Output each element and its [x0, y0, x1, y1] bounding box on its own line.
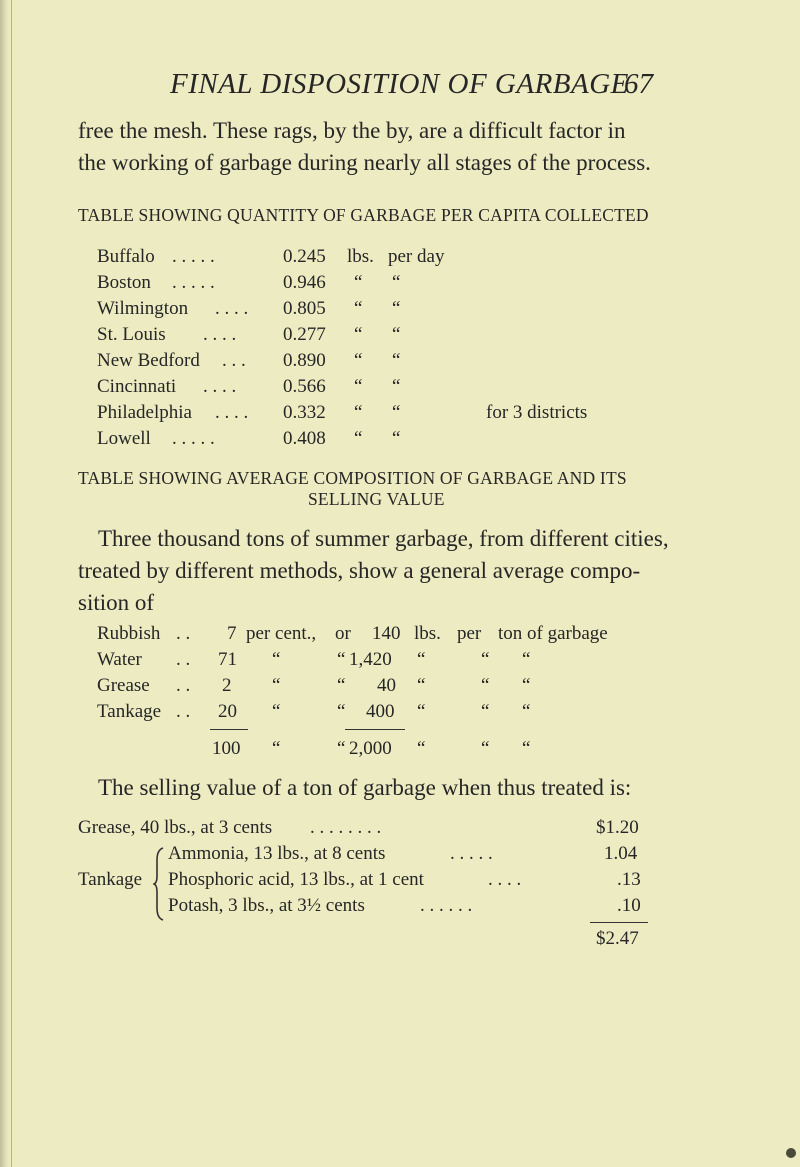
percent-total: 100	[212, 738, 241, 759]
intro-line-1: free the mesh. These rags, by the by, are a difficult factor in	[78, 118, 626, 143]
pounds-unit: “	[417, 701, 426, 722]
per-label: “	[481, 649, 490, 670]
quantity-value: 0.946	[283, 272, 326, 293]
city-name: Boston	[97, 272, 151, 293]
period: “	[392, 350, 401, 371]
pounds-unit: “	[417, 675, 426, 696]
unit: “	[354, 298, 363, 319]
percent-unit: “	[272, 701, 281, 722]
or-label: “	[337, 675, 346, 696]
percent-value: 2	[222, 675, 232, 696]
intro-line-2: the working of garbage during nearly all stages of the process.	[78, 150, 651, 175]
pounds-unit: “	[417, 738, 426, 759]
leader-dots: . . . .	[203, 376, 237, 397]
pounds-value: 1,420	[349, 649, 392, 670]
per-label: “	[481, 738, 490, 759]
table2-intro-line-3: sition of	[78, 590, 155, 615]
or-label: “	[337, 738, 346, 759]
quantity-value: 0.805	[283, 298, 326, 319]
unit: “	[354, 324, 363, 345]
quantity-value: 0.408	[283, 428, 326, 449]
percent-value: 20	[218, 701, 237, 722]
leader-dots: . .	[176, 675, 191, 696]
ton-label: “	[522, 675, 531, 696]
quantity-value: 0.277	[283, 324, 326, 345]
pounds-sum-rule	[345, 729, 405, 730]
component-name: Rubbish	[97, 623, 161, 644]
city-name: St. Louis	[97, 324, 166, 345]
component-name: Grease	[97, 675, 150, 696]
city-name: Buffalo	[97, 246, 155, 267]
table1-title: TABLE SHOWING QUANTITY OF GARBAGE PER CAPITA COLLECTED	[78, 205, 649, 225]
per-label: “	[481, 701, 490, 722]
period: per day	[388, 246, 445, 267]
unit: “	[354, 350, 363, 371]
value-amount: .13	[617, 869, 641, 890]
period: “	[392, 376, 401, 397]
pounds-value: 400	[366, 701, 395, 722]
tankage-label: Tankage	[78, 869, 143, 890]
value-total: $2.47	[596, 928, 639, 949]
or-label: “	[337, 701, 346, 722]
ton-label: ton of garbage	[498, 623, 608, 644]
quantity-value: 0.566	[283, 376, 326, 397]
pounds-unit: “	[417, 649, 426, 670]
leader-dots: . .	[176, 649, 191, 670]
city-name: Lowell	[97, 428, 151, 449]
ton-label: “	[522, 701, 531, 722]
leader-dots: . .	[176, 623, 191, 644]
selling-value-intro: The selling value of a ton of garbage when thus treated is:	[98, 775, 632, 800]
or-label: or	[335, 623, 351, 644]
city-name: New Bedford	[97, 350, 200, 371]
unit: “	[354, 272, 363, 293]
city-name: Wilmington	[97, 298, 189, 319]
unit: “	[354, 376, 363, 397]
quantity-value: 0.332	[283, 402, 326, 423]
unit: lbs.	[347, 246, 374, 267]
leader-dots: . . . .	[203, 324, 237, 345]
value-label: Phosphoric acid, 13 lbs., at 1 cent	[168, 869, 424, 890]
leader-dots: . . . . . .	[420, 895, 473, 916]
pounds-value: 140	[372, 623, 401, 644]
percent-sum-rule	[210, 729, 248, 730]
value-label: Grease, 40 lbs., at 3 cents	[78, 817, 273, 838]
value-amount: .10	[617, 895, 641, 916]
period: “	[392, 272, 401, 293]
quantity-value: 0.890	[283, 350, 326, 371]
percent-unit: “	[272, 649, 281, 670]
leader-dots: . .	[176, 701, 191, 722]
leader-dots: . . . .	[215, 402, 249, 423]
city-name: Cincinnati	[97, 376, 177, 397]
pounds-total: 2,000	[349, 738, 392, 759]
component-name: Water	[97, 649, 142, 670]
leader-dots: . . . .	[488, 869, 522, 890]
pounds-value: 40	[377, 675, 396, 696]
percent-value: 7	[227, 623, 237, 644]
leader-dots: . . . . .	[172, 428, 215, 449]
leader-dots: . . . . . . . .	[310, 817, 382, 838]
per-label: “	[481, 675, 490, 696]
period: “	[392, 298, 401, 319]
percent-unit: “	[272, 738, 281, 759]
period: “	[392, 402, 401, 423]
page-speck	[786, 1148, 796, 1158]
value-label: Potash, 3 lbs., at 3½ cents	[168, 895, 365, 916]
percent-unit: “	[272, 675, 281, 696]
table2-title-line-1: TABLE SHOWING AVERAGE COMPOSITION OF GARBAGE AND ITS	[78, 468, 627, 488]
ton-label: “	[522, 738, 531, 759]
value-amount: $1.20	[596, 817, 639, 838]
left-brace-icon	[153, 846, 165, 922]
table2-title-line-2: SELLING VALUE	[308, 489, 445, 509]
period: “	[392, 428, 401, 449]
value-amount: 1.04	[604, 843, 638, 864]
unit: “	[354, 428, 363, 449]
ton-label: “	[522, 649, 531, 670]
value-sum-rule	[590, 922, 648, 923]
leader-dots: . . . .	[215, 298, 249, 319]
or-label: “	[337, 649, 346, 670]
table2-intro-line-2: treated by different methods, show a general average compo-	[78, 558, 641, 583]
page-binding-edge	[0, 0, 9, 1167]
value-label: Ammonia, 13 lbs., at 8 cents	[168, 843, 386, 864]
unit: “	[354, 402, 363, 423]
component-name: Tankage	[97, 701, 162, 722]
page-edge-line	[11, 0, 12, 1167]
leader-dots: . . . . .	[450, 843, 493, 864]
table2-intro-line-1: Three thousand tons of summer garbage, from different cities,	[98, 526, 669, 551]
district-note: for 3 districts	[486, 402, 588, 423]
percent-value: 71	[218, 649, 237, 670]
running-header-title: FINAL DISPOSITION OF GARBAGE	[170, 68, 629, 100]
leader-dots: . . . . .	[172, 272, 215, 293]
city-name: Philadelphia	[97, 402, 192, 423]
page-number: 67	[624, 68, 653, 100]
percent-unit: per cent.,	[246, 623, 317, 644]
per-label: per	[457, 623, 482, 644]
pounds-unit: lbs.	[414, 623, 441, 644]
period: “	[392, 324, 401, 345]
quantity-value: 0.245	[283, 246, 326, 267]
leader-dots: . . .	[222, 350, 246, 371]
leader-dots: . . . . .	[172, 246, 215, 267]
